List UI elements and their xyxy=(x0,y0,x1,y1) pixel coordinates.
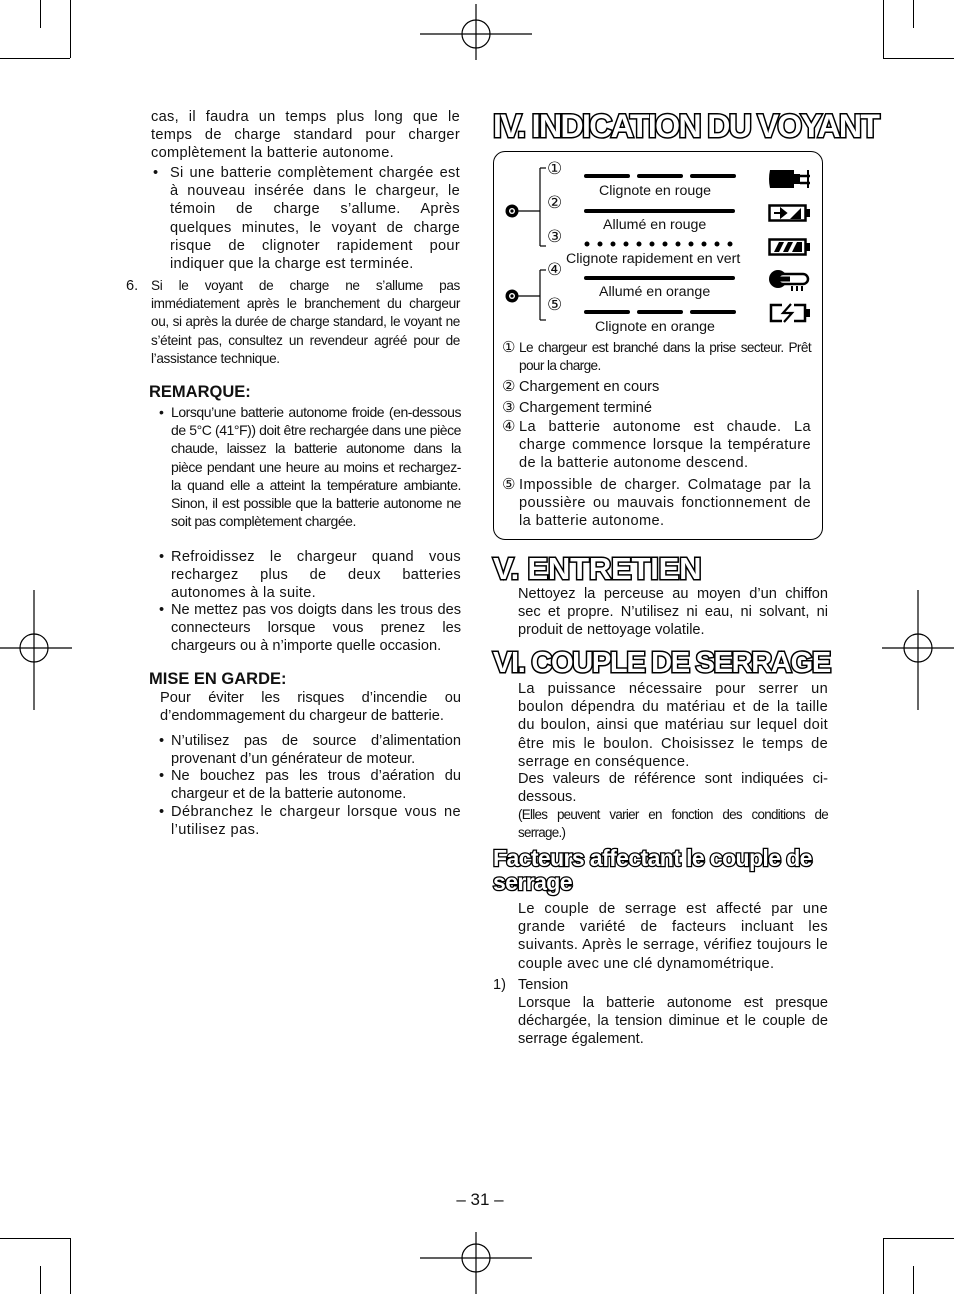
marker-4: ④ xyxy=(547,260,563,279)
indicator-label-2: Allumé en rouge xyxy=(603,217,707,233)
section-6-heading: VI. COUPLE DE SERRAGE xyxy=(493,647,830,679)
section-6-note: (Elles peuvent varier en fonction des conditions de serrage.) xyxy=(518,807,828,841)
remarque-heading: REMARQUE: xyxy=(149,383,251,401)
factors-text: Le couple de serrage est affecté par une grande variété de facteurs incluant les suivants. Après le serrage, vérifiez toujours le couple avec une clé dynamométrique. xyxy=(518,901,828,972)
intro-paragraph: cas, il faudra un temps plus long que le temps de charge standard pour charger complètement la batterie autonome. xyxy=(151,109,460,162)
mise-en-garde-item: • Débranchez le chargeur lorsque vous ne l’utilisez pas. xyxy=(159,804,461,839)
mise-en-garde-heading: MISE EN GARDE: xyxy=(149,670,287,688)
registration-mark-left xyxy=(0,590,72,710)
indicator-note-1 xyxy=(502,339,811,375)
indicator-label-5: Clignote en orange xyxy=(595,319,715,335)
section-5-heading: V. ENTRETIEN xyxy=(493,551,702,586)
marker-2: ② xyxy=(547,193,563,212)
note-marker: ① xyxy=(502,339,515,356)
section-6-text: Des valeurs de référence sont indiquées ci-dessous. xyxy=(518,771,828,806)
marker-1: ① xyxy=(547,159,563,178)
registration-mark-top xyxy=(420,4,532,60)
note-marker: ④ xyxy=(502,418,516,435)
mise-en-garde-text: Débranchez le chargeur lorsque vous ne l’utilisez pas. xyxy=(171,804,461,839)
note-text: Chargement en cours xyxy=(519,379,660,395)
section-5-text: Nettoyez la perceuse au moyen d’un chiffon sec et propre. N’utilisez ni eau, ni solvant, ni produit de nettoyage volatile. xyxy=(518,586,828,639)
charging-battery-icon xyxy=(768,202,812,224)
indicator-note-3 xyxy=(502,399,811,417)
remarque-item: • Lorsqu’une batterie autonome froide (en-dessous de 5°C (41°F)) doit être rechargée dans une pièce chaude, laissez la batterie autonome dans la pièce pendant une heure au moins et rechargez-la quand elle a atteint la température ambiante. Sinon, il est possible que la batterie autonome ne soit pas complètement chargée. xyxy=(159,404,461,530)
mise-en-garde-item: • Ne bouchez pas les trous d’aération du chargeur et de la batterie autonome. xyxy=(159,768,461,803)
marker-5: ⑤ xyxy=(547,295,563,314)
bullet-item: • Si une batterie complètement chargée est à nouveau insérée dans le chargeur, le témoin de charge s’allume. Après quelques minutes, le voyant de charge risque de clignoter rapidement pour indiquer que la charge est terminée. xyxy=(153,165,460,273)
thermometer-icon xyxy=(768,269,812,291)
item-number: 1) xyxy=(493,977,506,993)
section-6-text: La puissance nécessaire pour serrer un boulon dépendra du matériau et de la taille du boulon, ainsi que matériau sur lequel doit être mis le boulon. Choisissez le temps de serrage en conséquence. xyxy=(518,681,828,770)
broken-contact-icon xyxy=(768,302,812,324)
marker-3: ③ xyxy=(547,227,563,246)
indicator-label-1: Clignote en rouge xyxy=(599,183,712,199)
remarque-text: Refroidissez le chargeur quand vous rechargez plus de deux batteries autonomes à la suite. xyxy=(171,549,461,602)
registration-mark-right xyxy=(882,590,954,710)
note-marker: ② xyxy=(502,378,516,395)
indicator-line-solid-red xyxy=(584,209,735,213)
mise-en-garde-text: Ne bouchez pas les trous d’aération du chargeur et de la batterie autonome. xyxy=(171,768,461,803)
note-text: La batterie autonome est chaude. La charge commence lorsque la température de la batterie autonome descend. xyxy=(519,419,811,472)
registration-mark-bottom xyxy=(420,1232,532,1294)
remarque-item: • Refroidissez le chargeur quand vous rechargez plus de deux batteries autonomes à la suite. xyxy=(159,549,461,602)
plug-icon xyxy=(768,166,812,192)
bullet-text: Si une batterie complètement chargée est à nouveau insérée dans le chargeur, le témoin de charge s’allume. Après quelques minutes, le voyant de charge risque de clignoter rapidement pour indiquer que la charge est terminée. xyxy=(170,165,460,273)
item-number: 6. xyxy=(126,278,139,294)
page-number: – 31 – xyxy=(456,1190,504,1209)
note-text: Impossible de charger. Colmatage par la poussière ou mauvais fonctionnement de la batterie autonome. xyxy=(519,477,811,530)
mise-en-garde-text: N’utilisez pas de source d’alimentation provenant d’un générateur de moteur. xyxy=(171,733,461,768)
indicator-line-solid-orange xyxy=(584,276,735,280)
remarque-text: Ne mettez pas vos doigts dans les trous des connecteurs lorsque vous prenez les chargeurs ou à n’importe quelle occasion. xyxy=(171,602,461,655)
indicator-bracket xyxy=(500,159,563,350)
full-battery-icon xyxy=(768,236,812,258)
remarque-item: • Ne mettez pas vos doigts dans les trous des connecteurs lorsque vous prenez les chargeurs ou à n’importe quelle occasion. xyxy=(159,602,461,655)
section-4-heading: IV. INDICATION DU VOYANT xyxy=(493,108,879,144)
indicator-label-4: Allumé en orange xyxy=(599,284,711,300)
note-marker: ⑤ xyxy=(502,476,516,493)
item-6-text: Si le voyant de charge ne s’allume pas immédiatement après le branchement du chargeur ou, si après la durée de charge standard, le voyant ne s’éteint pas, consultez un revendeur agréé pour de l’assistance technique. xyxy=(151,278,460,366)
indicator-note-2 xyxy=(502,378,811,396)
indicator-note-5 xyxy=(502,476,811,531)
note-text: Chargement terminé xyxy=(519,400,653,416)
indicator-line-fast-green xyxy=(582,240,742,248)
item-1-text: Lorsque la batterie autonome est presque déchargée, la tension diminue et le couple de serrage également. xyxy=(518,995,828,1048)
item-1-title: Tension xyxy=(518,977,569,993)
note-marker: ③ xyxy=(502,399,516,416)
note-text: Le chargeur est branché dans la prise secteur. Prêt pour la charge. xyxy=(519,340,811,374)
mise-en-garde-item: • N’utilisez pas de source d’alimentation provenant d’un générateur de moteur. xyxy=(159,733,461,768)
factors-heading: Facteurs affectant le couple de serrage xyxy=(493,845,812,895)
indicator-note-4 xyxy=(502,418,811,473)
indicator-label-3: Clignote rapidement en vert xyxy=(566,251,741,267)
mise-en-garde-intro: Pour éviter les risques d’incendie ou d’endommagement du chargeur de batterie. xyxy=(160,690,461,725)
remarque-text: Lorsqu’une batterie autonome froide (en-dessous de 5°C (41°F)) doit être rechargée dans une pièce chaude, laissez la batterie autonome dans la pièce pendant une heure au moins et rechargez-la quand elle a atteint la température ambiante. Sinon, il est possible que la batterie autonome ne soit pas complètement chargée. xyxy=(171,404,461,530)
